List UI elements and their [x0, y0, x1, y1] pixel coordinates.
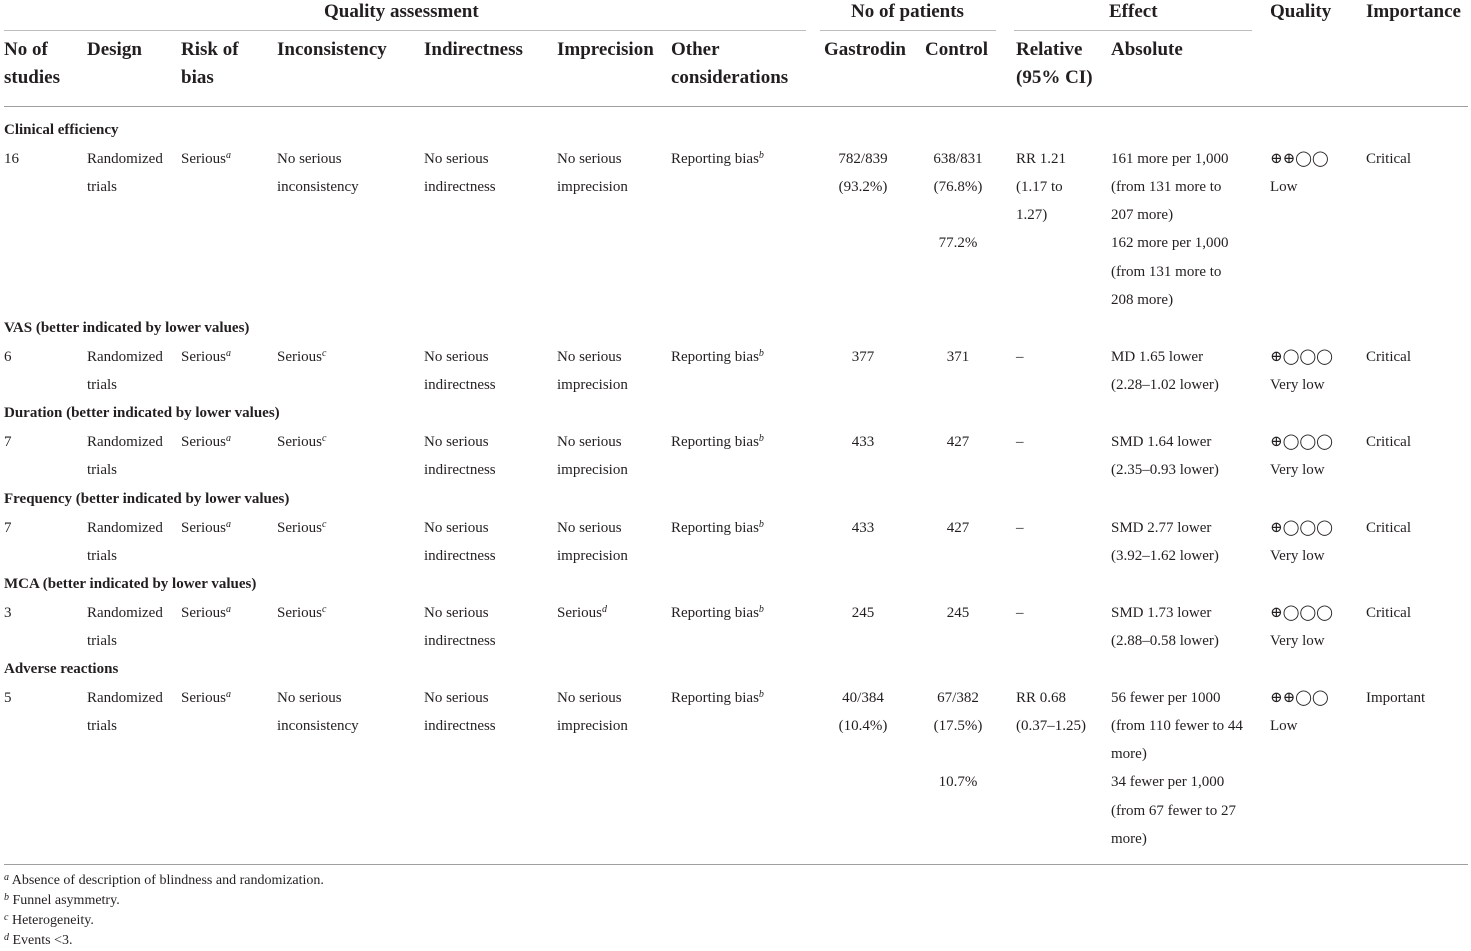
header-quality: Quality [1270, 1, 1332, 22]
cell-risk-of-bias: Serious$^a$ [181, 518, 231, 536]
cell-imprecision: No serious [557, 150, 622, 167]
cell-imprecision: imprecision [557, 461, 628, 478]
cell-risk-of-bias: Serious$^a$ [181, 603, 231, 621]
cell-importance: Important [1366, 689, 1426, 706]
cell-quality: ⊕◯◯◯ [1270, 604, 1333, 621]
cell-gastrodin: (93.2%) [838, 178, 888, 195]
cell-relative: RR 1.21 [1016, 150, 1067, 167]
cell-indirectness: indirectness [424, 178, 496, 195]
cell-absolute: (from 110 fewer to 44 [1111, 717, 1243, 734]
footnote-marker: a [226, 518, 231, 530]
cell-design: Randomized [87, 150, 163, 167]
column-header-other-considerations-line1: Other [671, 39, 720, 60]
cell-no-of-studies: 16 [4, 150, 19, 167]
cell-inconsistency: No serious [277, 689, 342, 706]
cell-control: 10.7% [938, 774, 978, 791]
cell-quality: Very low [1270, 547, 1325, 564]
cell-absolute: (3.92–1.62 lower) [1111, 547, 1219, 564]
column-header-no-of-studies-line1: No of [4, 39, 48, 60]
cell-inconsistency: Serious$^c$ [277, 518, 327, 536]
cell-absolute: 34 fewer per 1,000 [1111, 774, 1225, 791]
cell-absolute: 162 more per 1,000 [1111, 235, 1229, 252]
cell-absolute: 56 fewer per 1000 [1111, 689, 1221, 706]
cell-design: trials [87, 632, 117, 649]
cell-relative: – [1016, 519, 1024, 536]
cell-risk-of-bias: Serious$^a$ [181, 347, 231, 365]
cell-quality: Low [1270, 178, 1298, 195]
footnote-c: $^c$ Heterogeneity. [4, 912, 94, 928]
cell-imprecision: imprecision [557, 178, 628, 195]
column-header-indirectness: Indirectness [424, 39, 523, 60]
cell-control: 427 [946, 433, 970, 450]
cell-indirectness: No serious [424, 689, 489, 706]
footnote-marker: a [226, 347, 231, 359]
cell-absolute: SMD 1.73 lower [1111, 604, 1212, 621]
cell-no-of-studies: 7 [4, 519, 12, 536]
cell-importance: Critical [1366, 348, 1411, 365]
header-no-of-patients: No of patients [851, 1, 964, 22]
cell-relative: – [1016, 433, 1024, 450]
cell-design: Randomized [87, 689, 163, 706]
cell-indirectness: No serious [424, 348, 489, 365]
cell-quality: ⊕◯◯◯ [1270, 348, 1333, 365]
column-header-inconsistency: Inconsistency [277, 39, 387, 60]
cell-control: 427 [946, 519, 970, 536]
header-effect: Effect [1109, 1, 1158, 22]
cell-indirectness: indirectness [424, 632, 496, 649]
footnote-marker: b [4, 892, 9, 903]
cell-relative: 1.27) [1016, 207, 1048, 224]
cell-relative: – [1016, 604, 1024, 621]
cell-imprecision: imprecision [557, 547, 628, 564]
cell-quality: ⊕◯◯◯ [1270, 433, 1333, 450]
cell-risk-of-bias: Serious$^a$ [181, 688, 231, 706]
cell-design: Randomized [87, 519, 163, 536]
cell-absolute: (from 131 more to [1111, 178, 1222, 195]
cell-design: Randomized [87, 433, 163, 450]
cell-relative: – [1016, 348, 1024, 365]
cell-absolute: 207 more) [1111, 207, 1174, 224]
cell-quality: Very low [1270, 632, 1325, 649]
cell-inconsistency: Serious$^c$ [277, 347, 327, 365]
outcome-title: Adverse reactions [4, 661, 119, 677]
cell-absolute: SMD 2.77 lower [1111, 519, 1212, 536]
column-header-design: Design [87, 39, 142, 60]
footnote-marker: b [758, 432, 764, 444]
cell-absolute: (from 131 more to [1111, 263, 1222, 280]
footnote-marker: c [322, 432, 327, 444]
footnote-a: $^a$ Absence of description of blindness and randomization. [4, 872, 324, 888]
cell-absolute: 161 more per 1,000 [1111, 150, 1229, 167]
cell-indirectness: No serious [424, 519, 489, 536]
cell-indirectness: No serious [424, 150, 489, 167]
column-header-gastrodin: Gastrodin [824, 39, 907, 60]
cell-design: trials [87, 178, 117, 195]
cell-other-considerations: Reporting bias$^b$ [671, 518, 764, 536]
cell-imprecision: Serious$^d$ [557, 603, 607, 621]
cell-imprecision: imprecision [557, 376, 628, 393]
cell-indirectness: No serious [424, 433, 489, 450]
cell-absolute: SMD 1.64 lower [1111, 433, 1212, 450]
footnote-b: $^b$ Funnel asymmetry. [4, 892, 120, 908]
cell-gastrodin: 433 [851, 519, 875, 536]
table-bottom-rule [4, 864, 1468, 865]
cell-other-considerations: Reporting bias$^b$ [671, 149, 764, 167]
outcome-title: MCA (better indicated by lower values) [4, 576, 257, 592]
cell-absolute: more) [1111, 830, 1147, 847]
cell-relative: RR 0.68 [1016, 689, 1067, 706]
cell-control: 77.2% [938, 235, 978, 252]
column-header-other-considerations-line2: considerations [671, 67, 789, 88]
cell-absolute: (2.35–0.93 lower) [1111, 461, 1219, 478]
cell-imprecision: imprecision [557, 717, 628, 734]
cell-gastrodin: 782/839 [838, 150, 888, 167]
cell-quality: Low [1270, 717, 1298, 734]
cell-importance: Critical [1366, 150, 1411, 167]
cell-control: 371 [946, 348, 970, 365]
cell-other-considerations: Reporting bias$^b$ [671, 688, 764, 706]
outcome-title: VAS (better indicated by lower values) [4, 320, 250, 336]
cell-other-considerations: Reporting bias$^b$ [671, 432, 764, 450]
cell-design: trials [87, 717, 117, 734]
cell-importance: Critical [1366, 604, 1411, 621]
cell-design: Randomized [87, 604, 163, 621]
cell-indirectness: No serious [424, 604, 489, 621]
cell-control: 245 [946, 604, 970, 621]
column-header-absolute: Absolute [1111, 39, 1183, 60]
cell-design: Randomized [87, 348, 163, 365]
cell-imprecision: No serious [557, 348, 622, 365]
cell-inconsistency: inconsistency [277, 178, 359, 195]
cell-quality: ⊕◯◯◯ [1270, 519, 1333, 536]
footnote-marker: b [758, 603, 764, 615]
cell-other-considerations: Reporting bias$^b$ [671, 347, 764, 365]
footnote-marker: c [322, 518, 327, 530]
footnote-marker: c [4, 912, 9, 923]
outcome-title: Clinical efficiency [4, 122, 119, 138]
header-quality-assessment: Quality assessment [324, 1, 479, 22]
cell-importance: Critical [1366, 519, 1411, 536]
column-header-risk-of-bias-line2: bias [181, 67, 214, 88]
cell-gastrodin: 433 [851, 433, 875, 450]
column-header-control: Control [925, 39, 988, 60]
cell-design: trials [87, 547, 117, 564]
cell-imprecision: No serious [557, 433, 622, 450]
footnote-marker: b [758, 149, 764, 161]
column-header-no-of-studies-line2: studies [4, 67, 60, 88]
column-header-relative-line1: Relative [1016, 39, 1083, 60]
footnote-marker: c [322, 603, 327, 615]
cell-control: (17.5%) [933, 717, 983, 734]
header-group-rule [820, 30, 996, 31]
cell-control: 67/382 [937, 689, 979, 706]
cell-indirectness: indirectness [424, 717, 496, 734]
footnote-marker: b [758, 518, 764, 530]
column-header-relative-line2: (95% CI) [1016, 67, 1093, 88]
outcome-title: Frequency (better indicated by lower values) [4, 491, 290, 507]
cell-other-considerations: Reporting bias$^b$ [671, 603, 764, 621]
cell-absolute: 208 more) [1111, 291, 1174, 308]
cell-indirectness: indirectness [424, 376, 496, 393]
footnote-d: $^d$ Events <3. [4, 932, 73, 948]
cell-importance: Critical [1366, 433, 1411, 450]
cell-imprecision: No serious [557, 689, 622, 706]
cell-relative: (1.17 to [1016, 178, 1063, 195]
footnote-marker: a [226, 603, 231, 615]
cell-quality: ⊕⊕◯◯ [1270, 689, 1329, 706]
cell-indirectness: indirectness [424, 461, 496, 478]
cell-control: (76.8%) [933, 178, 983, 195]
cell-risk-of-bias: Serious$^a$ [181, 432, 231, 450]
header-group-rule [4, 30, 806, 31]
cell-absolute: (2.88–0.58 lower) [1111, 632, 1219, 649]
cell-quality: Very low [1270, 376, 1325, 393]
cell-design: trials [87, 461, 117, 478]
column-header-risk-of-bias-line1: Risk of [181, 39, 239, 60]
cell-inconsistency: inconsistency [277, 717, 359, 734]
cell-inconsistency: No serious [277, 150, 342, 167]
cell-imprecision: No serious [557, 519, 622, 536]
cell-absolute: more) [1111, 746, 1147, 763]
footnote-marker: a [4, 872, 9, 883]
header-bottom-rule [4, 106, 1468, 107]
cell-absolute: MD 1.65 lower [1111, 348, 1204, 365]
cell-gastrodin: 40/384 [842, 689, 884, 706]
cell-gastrodin: (10.4%) [838, 717, 888, 734]
cell-absolute: (2.28–1.02 lower) [1111, 376, 1219, 393]
footnote-marker: d [602, 603, 607, 615]
cell-inconsistency: Serious$^c$ [277, 603, 327, 621]
footnote-marker: a [226, 432, 231, 444]
cell-inconsistency: Serious$^c$ [277, 432, 327, 450]
footnote-marker: a [226, 149, 231, 161]
column-header-imprecision: Imprecision [557, 39, 654, 60]
cell-no-of-studies: 3 [4, 604, 12, 621]
footnote-marker: d [4, 932, 9, 943]
cell-gastrodin: 245 [851, 604, 875, 621]
cell-no-of-studies: 6 [4, 348, 12, 365]
header-group-rule [1014, 30, 1252, 31]
cell-no-of-studies: 5 [4, 689, 12, 706]
cell-gastrodin: 377 [851, 348, 875, 365]
cell-control: 638/831 [933, 150, 983, 167]
cell-design: trials [87, 376, 117, 393]
footnote-marker: b [758, 347, 764, 359]
cell-no-of-studies: 7 [4, 433, 12, 450]
cell-indirectness: indirectness [424, 547, 496, 564]
outcome-title: Duration (better indicated by lower values) [4, 405, 280, 421]
cell-relative: (0.37–1.25) [1016, 717, 1086, 734]
cell-absolute: (from 67 fewer to 27 [1111, 802, 1236, 819]
footnote-marker: b [758, 688, 764, 700]
cell-quality: ⊕⊕◯◯ [1270, 150, 1329, 167]
cell-quality: Very low [1270, 461, 1325, 478]
footnote-marker: c [322, 347, 327, 359]
header-importance: Importance [1366, 1, 1461, 22]
footnote-marker: a [226, 688, 231, 700]
cell-risk-of-bias: Serious$^a$ [181, 149, 231, 167]
